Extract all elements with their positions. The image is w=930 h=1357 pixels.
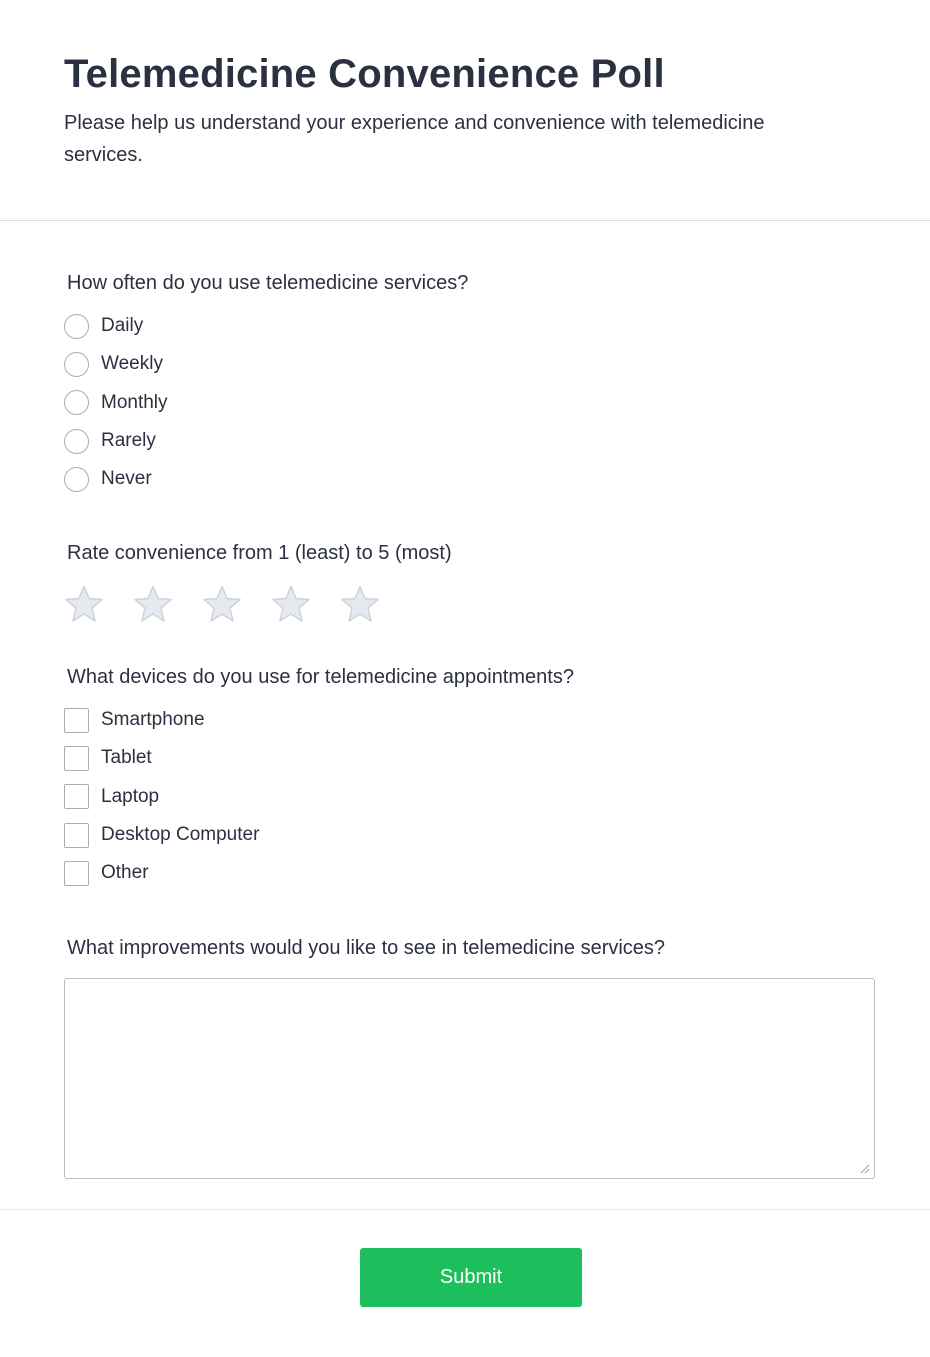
frequency-option-rarely[interactable] <box>64 422 168 460</box>
device-option-desktop-computer[interactable] <box>64 816 259 854</box>
device-option-laptop[interactable] <box>64 778 259 816</box>
radio-button[interactable] <box>64 314 89 339</box>
checkbox-label[interactable]: Other <box>101 862 149 884</box>
checkbox-label[interactable]: Laptop <box>101 785 160 807</box>
star-icon-5[interactable] <box>340 584 380 624</box>
frequency-radio-group <box>64 307 168 498</box>
device-option-smartphone[interactable] <box>64 701 259 739</box>
frequency-option-daily[interactable] <box>64 307 168 345</box>
page-subtitle: Please help us understand your experience and convenience with telemedicine services. <box>64 112 765 166</box>
radio-label[interactable]: Weekly <box>101 353 163 375</box>
checkbox[interactable] <box>64 823 89 848</box>
poll-header <box>0 0 930 221</box>
submit-button[interactable]: Submit <box>360 1248 582 1307</box>
radio-button[interactable] <box>64 467 89 492</box>
checkbox[interactable] <box>64 861 89 886</box>
improvements-textarea[interactable] <box>64 978 875 1179</box>
checkbox-label[interactable]: Tablet <box>101 747 152 769</box>
radio-button[interactable] <box>64 390 89 415</box>
star-icon-2[interactable] <box>133 584 173 624</box>
checkbox-label[interactable]: Desktop Computer <box>101 824 260 846</box>
frequency-option-never[interactable] <box>64 460 168 498</box>
radio-button[interactable] <box>64 429 89 454</box>
checkbox-label[interactable]: Smartphone <box>101 709 205 731</box>
resize-grip-icon[interactable] <box>858 1162 870 1174</box>
radio-label[interactable]: Rarely <box>101 430 156 452</box>
radio-label[interactable]: Daily <box>101 315 144 337</box>
frequency-question-label: How often do you use telemedicine services? <box>67 272 469 294</box>
radio-button[interactable] <box>64 352 89 377</box>
star-icon-4[interactable] <box>271 584 311 624</box>
device-option-tablet[interactable] <box>64 739 259 777</box>
rating-question-label: Rate convenience from 1 (least) to 5 (most) <box>67 542 452 564</box>
devices-checkbox-group <box>64 701 259 892</box>
frequency-option-monthly[interactable] <box>64 384 168 422</box>
checkbox[interactable] <box>64 746 89 771</box>
devices-question-label: What devices do you use for telemedicine appointments? <box>67 666 574 688</box>
star-rating <box>64 584 409 624</box>
frequency-option-weekly[interactable] <box>64 345 168 383</box>
improvements-question-label: What improvements would you like to see in telemedicine services? <box>67 937 666 959</box>
footer-divider <box>0 1209 930 1210</box>
radio-label[interactable]: Never <box>101 468 152 490</box>
radio-label[interactable]: Monthly <box>101 391 168 413</box>
star-icon-1[interactable] <box>64 584 104 624</box>
checkbox[interactable] <box>64 708 89 733</box>
device-option-other[interactable] <box>64 854 259 892</box>
star-icon-3[interactable] <box>202 584 242 624</box>
page-title: Telemedicine Convenience Poll <box>64 52 665 96</box>
checkbox[interactable] <box>64 784 89 809</box>
